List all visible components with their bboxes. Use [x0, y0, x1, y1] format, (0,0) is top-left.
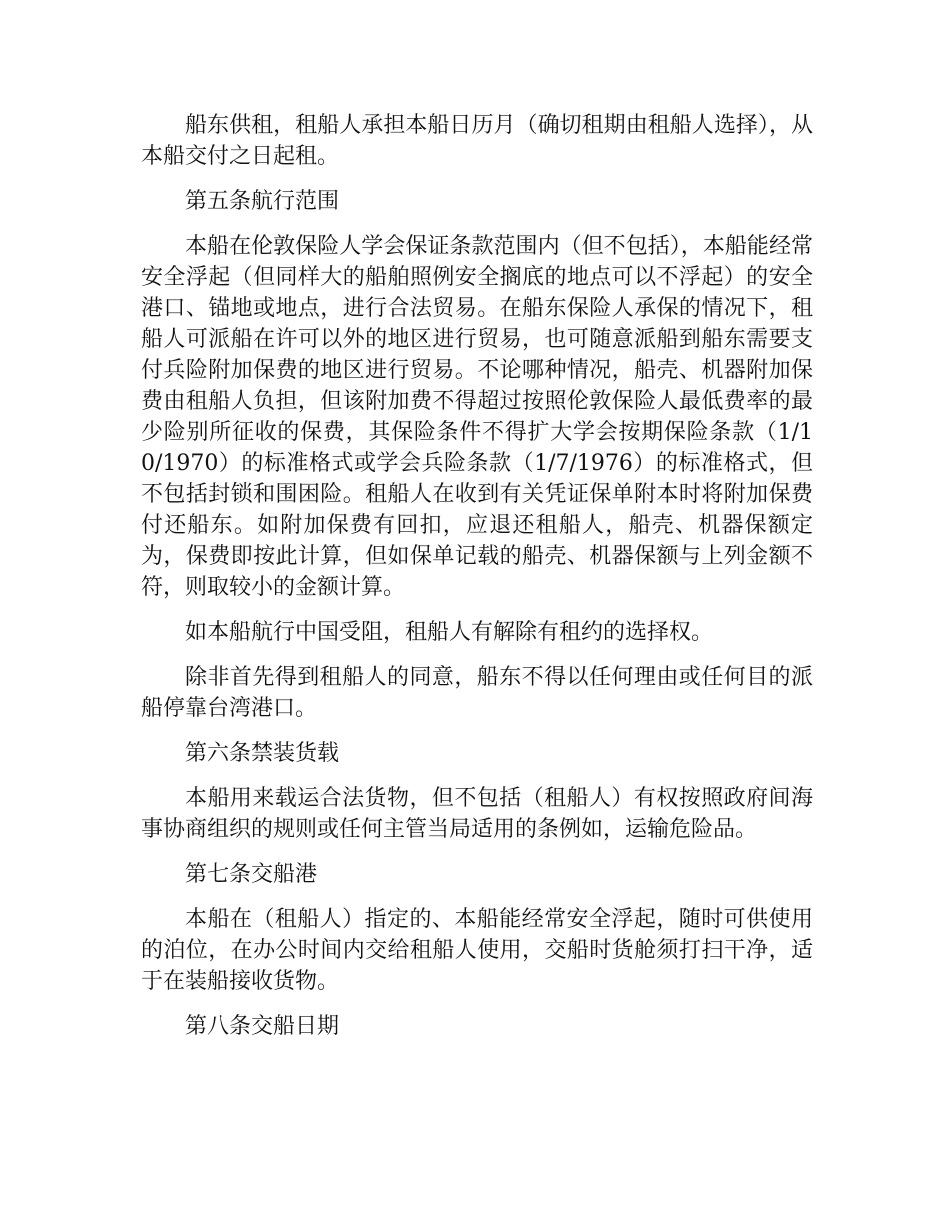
clause-5-body-1: 本船在伦敦保险人学会保证条款范围内（但不包括），本船能经常安全浮起（但同样大的船舶照例安全搁底的地点可以不浮起）的安全港口、锚地或地点，进行合法贸易。在船东保险人承保的情况下，租船人可派船在许可以外的地区进行贸易，也可随意派船到船东需要支付兵险附加保费的地区进行贸易。不论哪种情况，船壳、机器附加保费由租船人负担，但该附加费不得超过按照伦敦保险人最低费率的最少险别所征收的保费，其保险条件不得扩大学会按期保险条款（1/10/1970）的标准格式或学会兵险条款（1/7/1976）的标准格式，但不包括封锁和围困险。租船人在收到有关凭证保单附本时将附加保费付还船东。如附加保费有回扣，应退还租船人，船壳、机器保额定为，保费即按此计算，但如保单记载的船壳、机器保额与上列金额不符，则取较小的金额计算。: [141, 234, 813, 600]
clause-5-body-3: 除非首先得到租船人的同意，船东不得以任何理由或任何目的派船停靠台湾港口。: [141, 665, 813, 721]
clause-7-body: 本船在（租船人）指定的、本船能经常安全浮起，随时可供使用的泊位，在办公时间内交给租船人使用，交船时货舱须打扫干净，适于在装船接收货物。: [141, 907, 813, 994]
clause-6-body: 本船用来载运合法货物，但不包括（租船人）有权按照政府间海事协商组织的规则或任何主管当局适用的条例如，运输危险品。: [141, 786, 813, 842]
heading-clause-6: 第六条禁装货载: [185, 741, 340, 766]
clause-4-continued: 船东供租，租船人承担本船日历月（确切租期由租船人选择），从本船交付之日起租。: [141, 113, 813, 169]
document-page: [141, 110, 813, 1056]
clause-5-body-2: 如本船航行中国受阻，租船人有解除有租约的选择权。: [185, 620, 714, 645]
heading-clause-7: 第七条交船港: [185, 862, 318, 887]
heading-clause-5: 第五条航行范围: [185, 189, 340, 214]
heading-clause-8: 第八条交船日期: [185, 1014, 340, 1039]
